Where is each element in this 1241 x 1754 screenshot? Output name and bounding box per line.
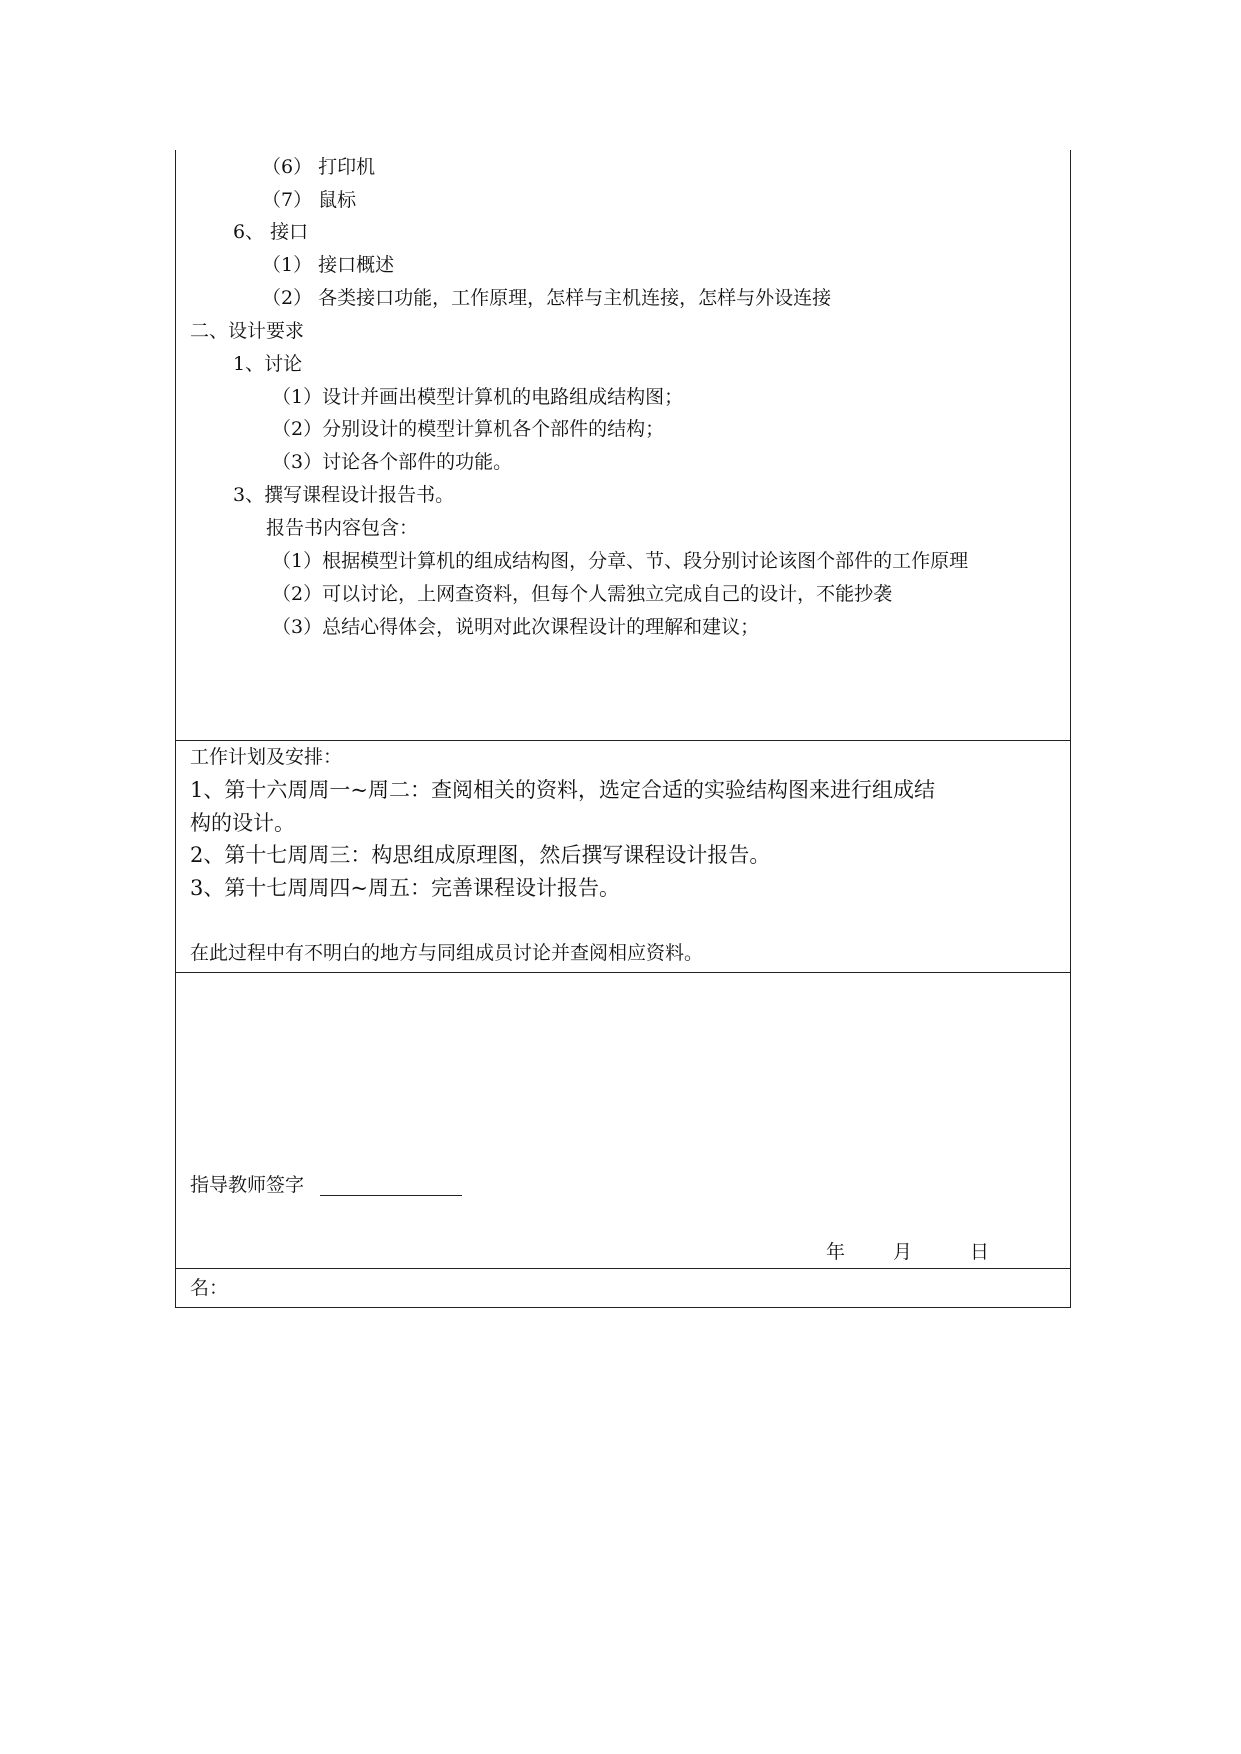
table-left-border [175, 150, 176, 1308]
date-day-label: 日 [970, 1241, 990, 1263]
list-item: （2）分别设计的模型计算机各个部件的结构； [272, 418, 665, 440]
row-divider-2 [175, 972, 1071, 973]
plan-note: 在此过程中有不明白的地方与同组成员讨论并查阅相应资料。 [190, 942, 704, 964]
plan-item-1-line-2: 构的设计。 [190, 811, 295, 835]
list-item: （3）总结心得体会，说明对此次课程设计的理解和建议； [272, 616, 760, 638]
list-item: 3、撰写课程设计报告书。 [233, 484, 455, 506]
list-item: （3）讨论各个部件的功能。 [272, 451, 513, 473]
plan-item-1-line-1: 1、第十六周周一~周二：查阅相关的资料，选定合适的实验结构图来进行组成结 [190, 778, 935, 802]
table-bottom-border [175, 1307, 1071, 1308]
teacher-signature-label: 指导教师签字 [190, 1174, 305, 1196]
list-item: 1、讨论 [233, 353, 303, 375]
name-label: 名： [190, 1277, 229, 1299]
list-item: （1）根据模型计算机的组成结构图，分章、节、段分别讨论该图个部件的工作原理 [272, 550, 969, 572]
row-divider-1 [175, 740, 1071, 741]
list-item: （2） 各类接口功能，工作原理，怎样与主机连接，怎样与外设连接 [262, 287, 832, 309]
list-item: （2）可以讨论，上网查资料，但每个人需独立完成自己的设计，不能抄袭 [272, 583, 893, 605]
list-item: （1）设计并画出模型计算机的电路组成结构图； [272, 386, 684, 408]
section-heading: 二、设计要求 [190, 320, 305, 342]
list-item: 6、 接口 [233, 221, 309, 243]
date-year-label: 年 [826, 1241, 846, 1263]
table-right-border [1070, 150, 1071, 1308]
plan-item-3: 3、第十七周周四~周五：完善课程设计报告。 [190, 876, 620, 900]
list-item: （1） 接口概述 [262, 254, 395, 276]
list-item: 报告书内容包含： [266, 517, 419, 539]
plan-title: 工作计划及安排： [190, 746, 343, 768]
list-item: （6） 打印机 [262, 156, 376, 178]
plan-item-2: 2、第十七周周三：构思组成原理图，然后撰写课程设计报告。 [190, 843, 771, 867]
signature-line [320, 1195, 462, 1196]
row-divider-3 [175, 1268, 1071, 1269]
list-item: （7） 鼠标 [262, 189, 357, 211]
date-month-label: 月 [893, 1241, 913, 1263]
